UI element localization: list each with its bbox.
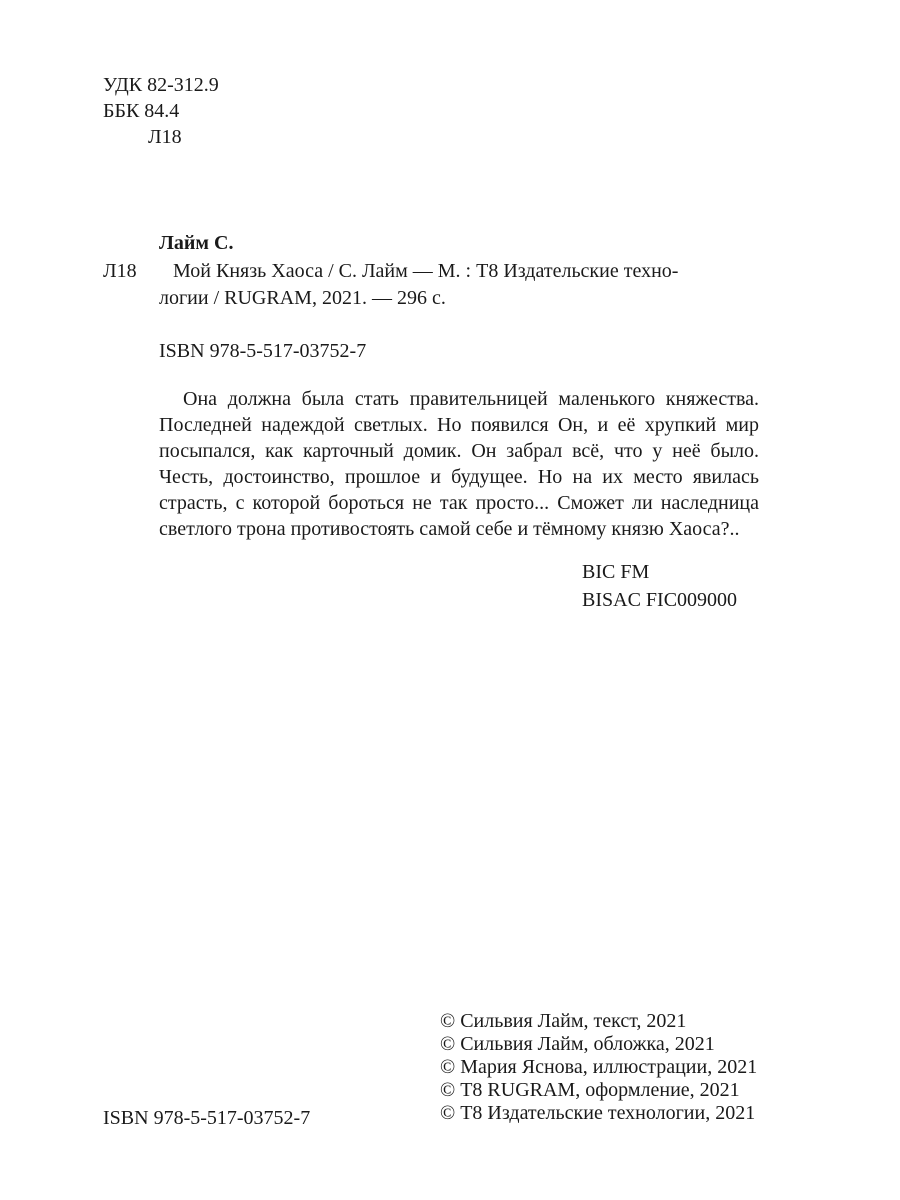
- bibliographic-description-line: логии / RUGRAM, 2021. — 296 с.: [159, 287, 446, 309]
- udk-code: УДК 82-312.9: [103, 74, 219, 96]
- bbk-code: ББК 84.4: [103, 100, 180, 122]
- copyright-line: © Сильвия Лайм, обложка, 2021: [440, 1033, 715, 1055]
- annotation-line: Она должна была стать правительницей маленького княжества.: [183, 388, 759, 410]
- annotation-line: посыпался, как карточный домик. Он забрал всё, что у неё было.: [159, 440, 759, 462]
- copyright-line: © Мария Яснова, иллюстрации, 2021: [440, 1056, 758, 1078]
- author-heading: Лайм С.: [159, 232, 234, 254]
- copyright-line: © Т8 RUGRAM, оформление, 2021: [440, 1079, 740, 1101]
- author-sign: Л18: [148, 126, 182, 148]
- copyright-line: © Сильвия Лайм, текст, 2021: [440, 1010, 687, 1032]
- annotation-line: страсть, с которой бороться не так просто... Сможет ли наследница: [159, 492, 759, 514]
- author-sign-margin: Л18: [103, 260, 137, 282]
- bibliographic-description-line: Мой Князь Хаоса / С. Лайм — М. : Т8 Издательские техно-: [173, 260, 679, 282]
- bic-code: BIC FM: [582, 561, 650, 583]
- annotation-line: Честь, достоинство, прошлое и будущее. Но на их место явилась: [159, 466, 759, 488]
- copyright-list: [440, 1010, 757, 1125]
- annotation: [159, 386, 759, 542]
- annotation-line: светлого трона противостоять самой себе и тёмному князю Хаоса?..: [159, 518, 740, 540]
- isbn-footer: ISBN 978-5-517-03752-7: [103, 1107, 311, 1129]
- bisac-code: BISAC FIC009000: [582, 589, 738, 611]
- isbn: ISBN 978-5-517-03752-7: [159, 340, 367, 362]
- annotation-line: Последней надеждой светлых. Но появился Он, и её хрупкий мир: [159, 414, 759, 436]
- copyright-line: © Т8 Издательские технологии, 2021: [440, 1102, 756, 1124]
